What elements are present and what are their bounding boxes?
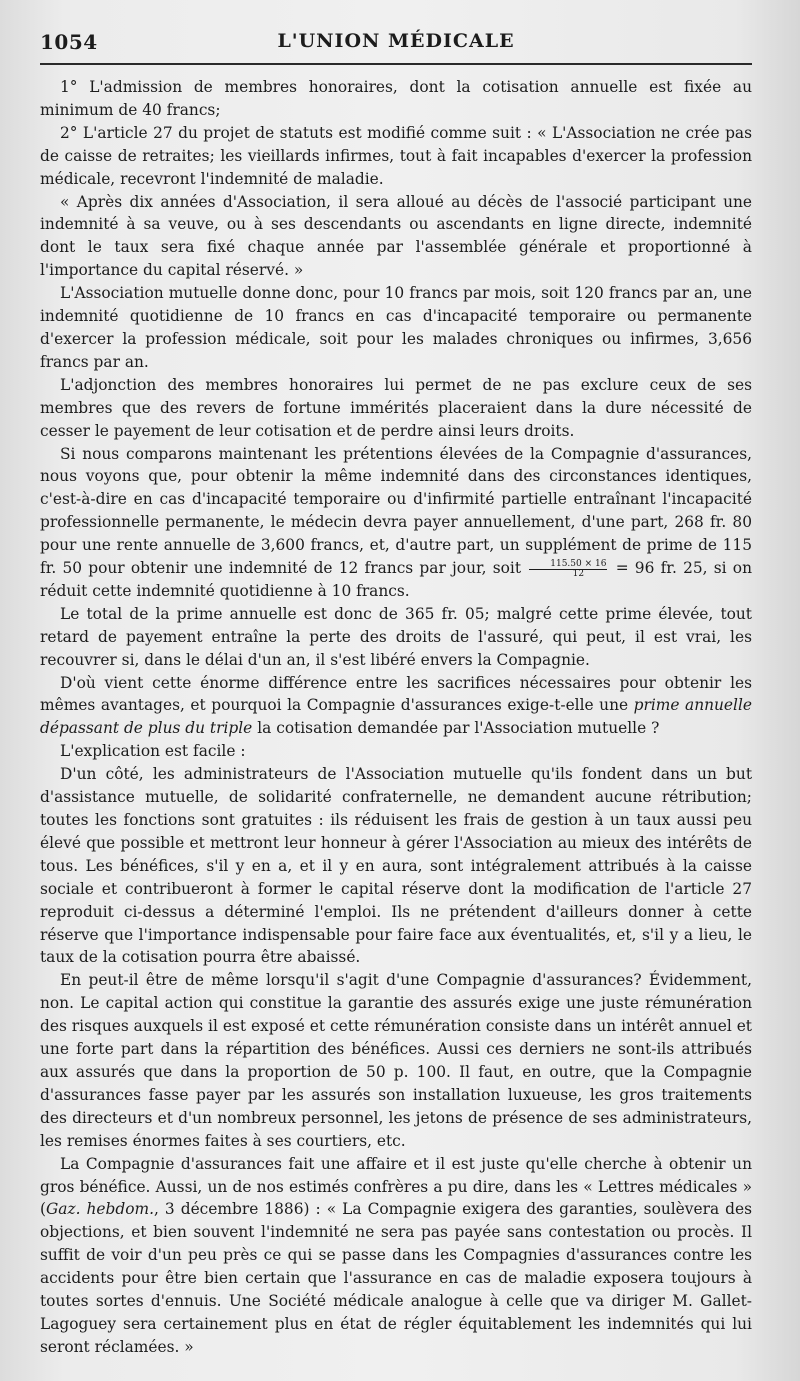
paragraph-2: 2° L'article 27 du projet de statuts est modifié comme suit : « L'Association ne crée pas de caisse de retraites; les vieillards infirmes, tout à fait incapables d'exercer la profession médicale, recevront l'indemnité de maladie. [40,123,752,188]
journal-title: L'UNION MÉDICALE [277,30,515,52]
paragraph-11: En peut-il être de même lorsqu'il s'agit d'une Compagnie d'assurances? Évidemment, non. Le capital action qui constitue la garantie des assurés exige une juste rémunération des risques auxquels il est exposé et cette rémunération consiste dans un intérêt annuel et une forte part dans la répartition des bénéfices. Aussi ces derniers ne sont-ils attribués aux assurés que dans la proportion de 50 p. 100. Il faut, en outre, que la Compagnie d'assurances fasse payer par les assurés son installation luxueuse, les gros traitements des directeurs et d'un nombreux personnel, les jetons de présence de ses administrateurs, les remises énormes faites à ses courtiers, etc. [40,971,752,1150]
paragraph-9: L'explication est facile : [60,742,246,761]
paragraph-5: L'adjonction des membres honoraires lui permet de ne pas exclure ceux de ses membres que des revers de fortune immérités placeraient dans la dure nécessité de cesser le payement de leur cotisation et de perdre ainsi leurs droits. [40,375,752,440]
paragraph-12-text: La Compagnie d'assurances fait une affaire et il est juste qu'elle cherche à obtenir un gros bénéfice. Aussi, un de nos estimés confrères a pu dire, dans les « Lettres médicales » ( [40,1154,752,1219]
paragraph-6-text: Si nous comparons maintenant les prétentions élevées de la Compagnie d'assurances, nous voyons que, pour obtenir la même indemnité dans des circonstances identiques, c'est-à-dire en cas d'incapacité temporaire ou d'infirmité partielle entraînant l'incapacité professionnelle permanente, le médecin devra payer annuellement, d'une part, 268 fr. 80 pour une rente annuelle de 3,600 francs, et, d'autre part, un supplément de prime de 115 fr. 50 pour obtenir une indemnité de 12 francs par jour, soit [40,444,752,578]
paragraph-1: 1° L'admission de membres honoraires, dont la cotisation annuelle est fixée au minimum de 40 francs; [40,78,752,119]
italic-phrase: prime annuelle dépassant de plus du triple [40,696,752,738]
paragraph-7: Le total de la prime annuelle est donc de 365 fr. 05; malgré cette prime élevée, tout retard de payement entraîne la perte des droits de l'assuré, qui peut, il est vrai, les recouvrer si, dans le délai d'un an, il s'est libéré envers la Compagnie. [40,604,752,669]
page-number: 1054 [40,30,98,54]
paragraph-8-text: D'où vient cette énorme différence entre les sacrifices nécessaires pour obtenir les mêmes avantages, et pourquoi la Compagnie d'assurances exige-t-elle une [40,673,752,715]
paragraph-8 [40,672,752,741]
page-header [40,30,752,60]
paragraph-8-text-end: la cotisation demandée par l'Association mutuelle ? [257,719,660,738]
paragraph-4: L'Association mutuelle donne donc, pour 10 francs par mois, soit 120 francs par an, une indemnité quotidienne de 10 francs en cas d'incapacité temporaire ou permanente d'exercer la profession médicale, soit pour les malades chroniques ou infirmes, 3,656 francs par an. [40,284,752,371]
fraction-denominator: 12 [572,568,585,579]
article-body [40,76,752,1359]
fraction-numerator: 115.50 × 16 [529,560,607,570]
paragraph-12-text-end: , 3 décembre 1886) : « La Compagnie exigera des garanties, soulèvera des objections, et bien souvent l'indemnité ne sera pas payée sans contestation ou procès. Il suffit de voir d'un peu près ce qui se passe dans les Compagnies d'assurances contre les accidents pour être bien certain que l'assurance en cas de maladie exposera toujours à toutes sortes d'ennuis. Une Société médicale analogue à celle que va diriger M. Gallet-Lagoguey sera certainement plus en état de régler équitablement les indemnités qui lui seront réclamées. » [40,1200,753,1356]
paragraph-12 [40,1153,752,1359]
paragraph-10: D'un côté, les administrateurs de l'Association mutuelle qu'ils fondent dans un but d'assistance mutuelle, de solidarité confraternelle, ne demandent aucune rétribution; toutes les fonctions sont gratuites : ils réduisent les frais de gestion à un taux aussi peu élevé que possible et mettront leur honneur à gérer l'Association au mieux des intérêts de tous. Les bénéfices, s'il y en a, et il y en aura, sont intégralement attribués à la caisse sociale et contribueront à former le capital réserve dont la modification de l'article 27 reproduit ci-dessus a déterminé l'emploi. Ils ne prétendent d'ailleurs donner à cette réserve que l'importance indispensable pour faire face aux éventualités, et, s'il y a lieu, le taux de la cotisation pourra être abaissé. [40,765,752,967]
fraction [529,560,607,579]
citation-italic: Gaz. hebdom. [46,1200,154,1219]
paragraph-6 [40,443,752,603]
paragraph-3: « Après dix années d'Association, il sera alloué au décès de l'associé participant une indemnité à sa veuve, ou à ses descendants ou ascendants en ligne directe, indemnité dont le taux sera fixé chaque année par l'assemblée générale et proportionné à l'importance du capital réservé. » [40,192,752,280]
paragraph-6-text-end: = 96 fr. 25, si on réduit cette indemnité quotidienne à 10 francs. [40,559,752,600]
header-rule [40,63,752,65]
